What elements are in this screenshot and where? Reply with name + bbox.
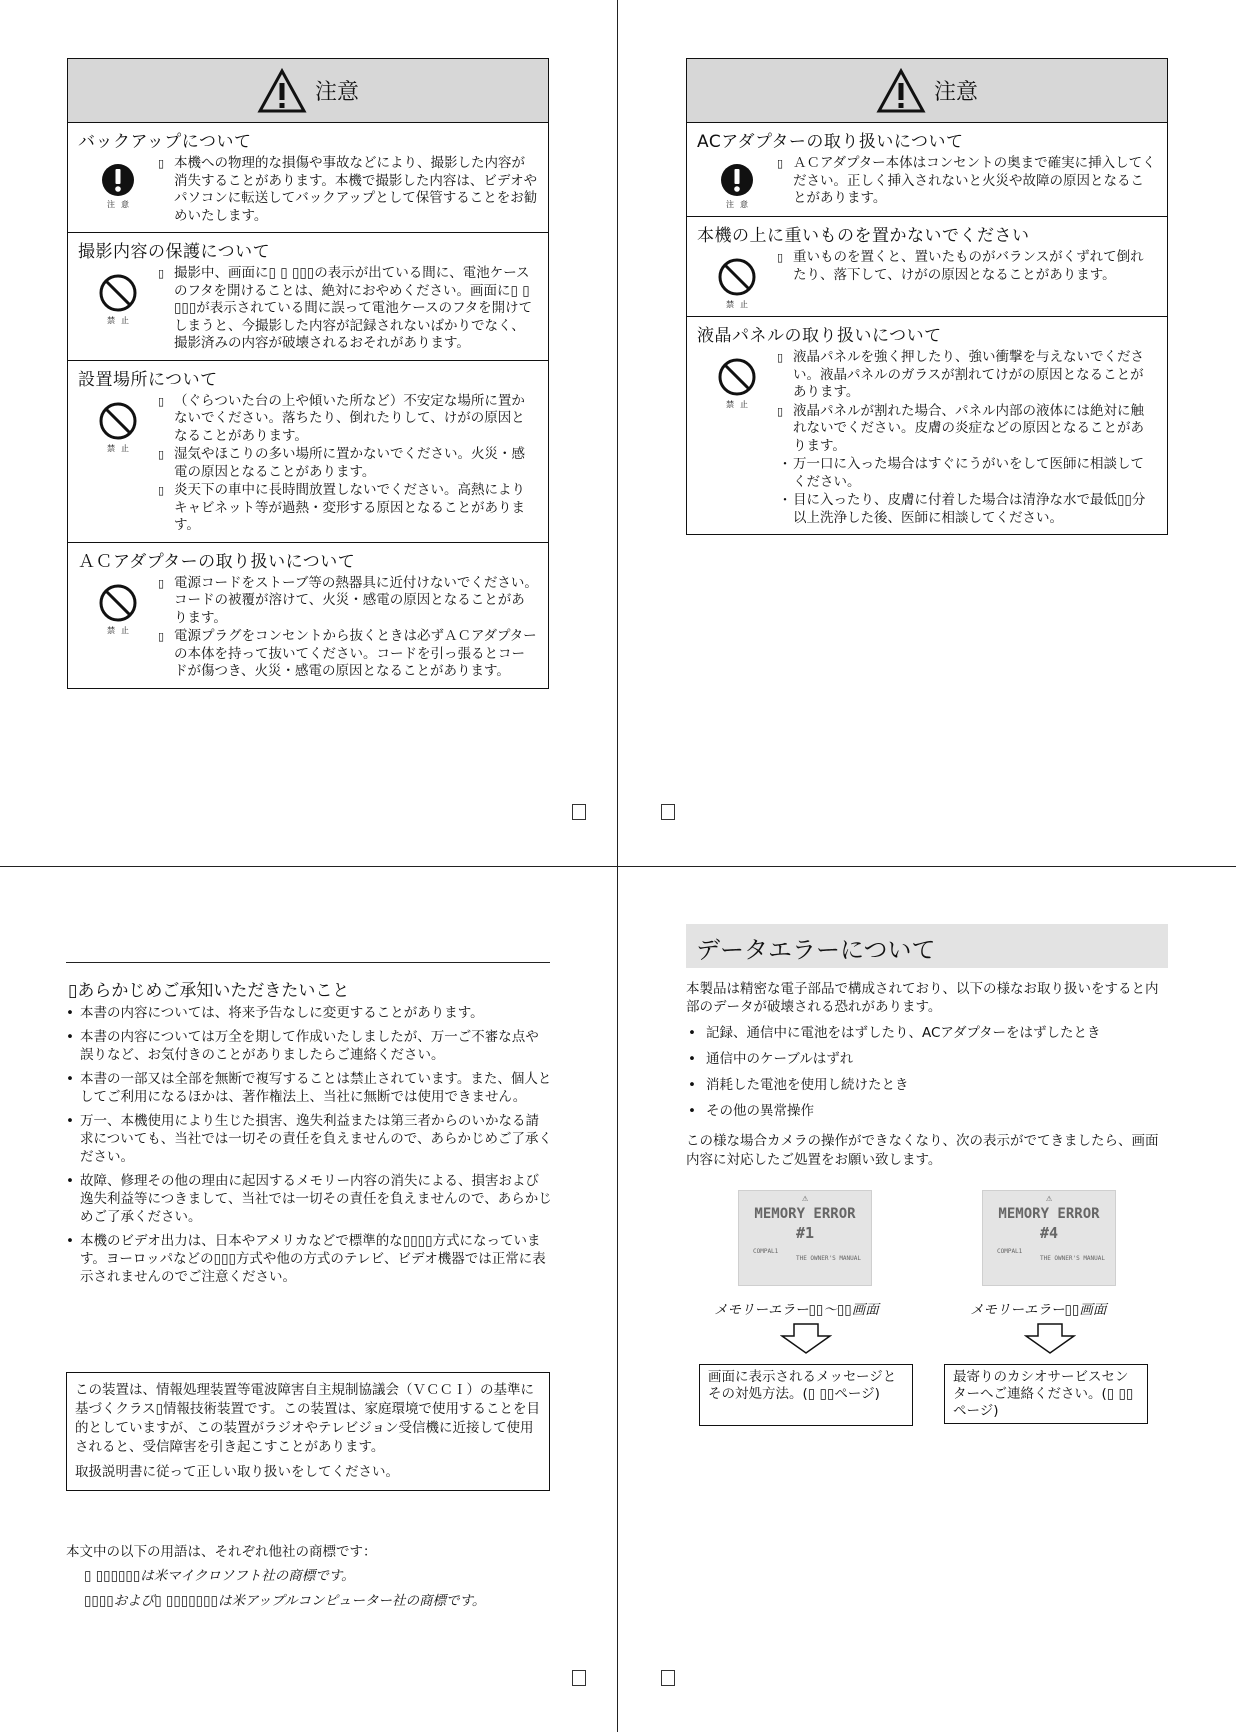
screen-line: COMPAL1 — [753, 1248, 779, 1255]
screen-line: #1 — [795, 1224, 815, 1242]
page-number-box — [572, 804, 586, 820]
trademark-line: ▯ ▯▯▯▯▯▯は米マイクロソフト社の商標です。 — [84, 1568, 355, 1584]
list-item — [158, 446, 538, 481]
item-text: 液晶パネルが割れた場合、パネル内部の液体には絶対に触れないでください。皮膚の炎症などの原因となることがあります。 — [793, 402, 1144, 454]
prohibition-icon — [78, 575, 158, 682]
horizontal-divider — [0, 866, 1236, 867]
icon-label: 注意 — [107, 200, 135, 209]
prohibition-icon — [78, 265, 158, 354]
icon-label: 禁止 — [726, 300, 754, 309]
item-text: 本機への物理的な損傷や事故などにより、撮影した内容が消失することがあります。本機で撮影した内容は、ビデオやパソコンに転送してバックアップとして保管することをお勧めいたします。 — [174, 155, 538, 224]
screen-line: MEMORY ERROR — [998, 1206, 1100, 1222]
warning-triangle-icon — [257, 68, 307, 114]
item-text: 万一口に入った場合はすぐにうがいをして医師に相談してください。 — [793, 456, 1144, 490]
section-title: ACアダプターの取り扱いについて — [697, 132, 964, 152]
screen-line: #4 — [1039, 1224, 1059, 1242]
list-item: • 故障、修理その他の理由に起因するメモリー内容の消失による、損害および逸失利益等につきまして、当社では一切その責任を負えませんので、あらかじめご了承ください。 — [66, 1173, 552, 1225]
screen-line: THE OWNER'S MANUAL — [1039, 1255, 1105, 1262]
caution-icon — [78, 155, 158, 226]
prohibition-icon — [697, 349, 777, 528]
item-text: 炎天下の車中に長時間放置しないでください。高熱によりキャビネット等が過熱・変形する原因となることがあります。 — [174, 482, 525, 533]
section-title: 本機の上に重いものを置かないでください — [697, 226, 1030, 246]
screen-line: THE OWNER'S MANUAL — [795, 1255, 861, 1262]
page-number-box — [661, 1670, 675, 1686]
caution-header — [68, 59, 548, 123]
section-ac-adapter-insert — [687, 123, 1167, 217]
list-item: • 本書の内容については万全を期して作成いたしましたが、万一ご不審な点や誤りなど、お気付きのことがありましたらご連絡ください。 — [66, 1028, 552, 1064]
item-text: 記録、通信中に電池をはずしたり、ACアダプターをはずしたとき — [706, 1025, 1101, 1041]
item-text: 目に入ったり、皮膚に付着した場合は清浄な水で最低▯▯分以上洗浄した後、医師に相談してください。 — [793, 492, 1146, 526]
list-item: • 消耗した電池を使用し続けたとき — [688, 1077, 909, 1093]
action-box: 最寄りのカシオサービスセンターへご連絡ください。(▯ ▯▯ページ) — [944, 1364, 1148, 1424]
list-item: • 本書の一部又は全部を無断で複写することは禁止されています。また、個人としてご利用になるほかは、著作権法上、当社に無断では使用できません。 — [66, 1071, 552, 1105]
list-item: • 本機のビデオ出力は、日本やアメリカなどで標準的な▯▯▯▯方式になっています。ヨーロッパなどの▯▯▯方式や他の方式のテレビ、ビデオ機器では正常に表示されませんのでご注意ください。 — [66, 1232, 552, 1286]
caution-header-label: 注意 — [933, 80, 978, 105]
icon-label: 注意 — [726, 200, 754, 209]
list-item — [158, 265, 538, 353]
item-text: 電源コードをストーブ等の熱器具に近付けないでください。コードの被覆が溶けて、火災・感電の原因となることがあります。 — [174, 574, 538, 626]
item-text: 万一、本機使用により生じた損害、逸失利益または第三者からのいかなる請求についても、当社では一切その責任を負えませんので、あらかじめご了承ください。 — [80, 1113, 552, 1165]
section-title: 撮影内容の保護について — [78, 242, 271, 262]
icon-label: 禁止 — [107, 443, 135, 453]
section-protect — [68, 233, 548, 361]
item-text: （ぐらついた台の上や傾いた所など）不安定な場所に置かないでください。落ちたり、倒れたりして、けがの原因となることがあります。 — [174, 392, 525, 444]
item-text: 本書の内容については、将来予告なしに変更することがあります。 — [80, 1005, 484, 1021]
page-number-box — [661, 804, 675, 820]
down-arrow-icon — [1024, 1323, 1076, 1355]
data-error-list — [686, 1024, 1170, 1128]
list-item — [777, 403, 1157, 456]
list-item: • その他の異常操作 — [688, 1103, 814, 1119]
item-marker: ▯ — [777, 404, 784, 418]
notice-list — [66, 1004, 552, 1292]
trademark-line: ▯▯▯▯および▯ ▯▯▯▯▯▯▯は米アップルコンピューター社の商標です。 — [84, 1593, 486, 1609]
item-marker: ・ — [778, 457, 792, 472]
screen-line: COMPAL1 — [997, 1248, 1023, 1255]
item-marker: ▯ — [777, 351, 784, 364]
item-marker: ▯ — [158, 394, 165, 408]
item-text: 故障、修理その他の理由に起因するメモリー内容の消失による、損害および逸失利益等につきまして、当社では一切その責任を負えませんので、あらかじめご了承ください。 — [80, 1173, 552, 1225]
item-marker: ・ — [778, 493, 792, 508]
list-item — [158, 482, 538, 535]
list-item: • 万一、本機使用により生じた損害、逸失利益または第三者からのいかなる請求についても、当社では一切その責任を負えませんので、あらかじめご了承ください。 — [66, 1113, 552, 1165]
list-item — [777, 456, 1157, 491]
item-marker: ▯ — [158, 448, 165, 461]
section-rule — [66, 962, 550, 963]
error-screen-image — [738, 1190, 872, 1286]
item-text: その他の異常操作 — [706, 1103, 814, 1119]
data-error-intro: 本製品は精密な電子部品で構成されており、以下の様なお取り扱いをすると内部のデータが破壊される恐れがあります。 — [686, 981, 1159, 1015]
list-item — [777, 249, 1157, 284]
list-item — [777, 349, 1157, 402]
section-location — [68, 361, 548, 543]
caution-box-page2 — [686, 58, 1168, 535]
notice-title: ▯あらかじめご承知いただきたいこと — [68, 981, 350, 1001]
item-marker: ▯ — [158, 484, 165, 497]
section-title: 設置場所について — [78, 369, 218, 390]
item-marker: ▯ — [158, 576, 165, 590]
item-marker: ▯ — [777, 251, 784, 264]
item-text: 本機のビデオ出力は、日本やアメリカなどで標準的な▯▯▯▯方式になっています。ヨーロッパなどの▯▯▯方式や他の方式のテレビ、ビデオ機器では正常に表示されませんのでご注意ください。 — [80, 1233, 546, 1285]
list-item: • 本書の内容については、将来予告なしに変更することがあります。 — [66, 1005, 484, 1021]
caution-header-label: 注意 — [314, 80, 359, 105]
data-error-paragraph: この様な場合カメラの操作ができなくなり、次の表示がでてきましたら、画面内容に対応したご処置をお願い致します。 — [686, 1133, 1159, 1168]
vcci-notice-box — [66, 1372, 550, 1491]
screen-caption: メモリーエラー▯▯画面 — [970, 1302, 1107, 1318]
warning-triangle-icon — [876, 68, 926, 114]
item-text: 電源プラグをコンセントから抜くときは必ずＡＣアダプターの本体を持って抜いてください。コードを引っ張るとコードが傷つき、火災・感電の原因となることがあります。 — [174, 628, 537, 679]
vcci-text: この装置は、情報処理装置等電波障害自主規制協議会（ＶＣＣＩ）の基準に基づくクラス▯情報技術装置です。この装置は、家庭環境で使用することを目的としていますが、この装置がラジオやテレビジョン受信機に近接して使用されると、受信障害を引き起こすことがあります。 — [75, 1382, 540, 1455]
item-text: 重いものを置くと、置いたものがバランスがくずれて倒れたり、落下して、けがの原因となることがあります。 — [793, 249, 1144, 283]
caution-icon — [697, 155, 777, 210]
section-heavy-objects — [687, 217, 1167, 317]
action-box: 画面に表示されるメッセージとその対処方法。(▯ ▯▯ページ) — [699, 1364, 913, 1426]
item-marker: ▯ — [158, 157, 165, 170]
item-text: 通信中のケーブルはずれ — [706, 1051, 854, 1067]
icon-label: 禁止 — [107, 625, 135, 635]
item-text: 本書の一部又は全部を無断で複写することは禁止されています。また、個人としてご利用になるほかは、著作権法上、当社に無断では使用できません。 — [80, 1071, 552, 1105]
section-lcd-panel — [687, 317, 1167, 534]
section-backup — [68, 123, 548, 233]
item-marker: ▯ — [158, 267, 165, 280]
list-item: • 記録、通信中に電池をはずしたり、ACアダプターをはずしたとき — [688, 1025, 1101, 1041]
vcci-note: 取扱説明書に従って正しい取り扱いをしてください。 — [75, 1464, 399, 1480]
list-item: • 通信中のケーブルはずれ — [688, 1051, 854, 1067]
warning-triangle-icon: ⚠ — [801, 1193, 809, 1204]
section-title: ＡＣアダプターの取り扱いについて — [78, 551, 356, 572]
screen-line: MEMORY ERROR — [754, 1206, 856, 1222]
list-item — [158, 628, 538, 681]
icon-label: 禁止 — [107, 316, 135, 325]
item-text: 湿気やほこりの多い場所に置かないでください。火災・感電の原因となることがあります。 — [174, 446, 525, 480]
down-arrow-icon — [780, 1323, 832, 1355]
trademark-intro: 本文中の以下の用語は、それぞれ他社の商標です： — [66, 1544, 377, 1560]
item-marker: ▯ — [777, 157, 784, 170]
section-ac-adapter — [68, 543, 548, 688]
item-text: 本書の内容については万全を期して作成いたしましたが、万一ご不審な点や誤りなど、お気付きのことがありましたらご連絡ください。 — [80, 1029, 539, 1063]
item-text: 撮影中、画面に▯ ▯ ▯▯▯の表示が出ている間に、電池ケースのフタを開けることは、絶対におやめください。画面に▯ ▯ ▯▯▯が表示されている間に誤って電池ケースのフタを開けてしまうと、今撮影した内容が記録されないばかりでなく、撮影済みの内容が破壊されるおそれがあります。 — [174, 265, 533, 351]
section-title: バックアップについて — [78, 132, 252, 152]
list-item — [777, 155, 1157, 208]
list-item — [158, 575, 538, 628]
section-title: 液晶パネルの取り扱いについて — [697, 326, 942, 346]
icon-label: 禁止 — [726, 400, 754, 409]
item-text: 液晶パネルを強く押したり、強い衝撃を与えないでください。液晶パネルのガラスが割れてけがの原因となることがあります。 — [793, 349, 1144, 400]
page-number-box — [572, 1670, 586, 1686]
list-item — [777, 492, 1157, 527]
error-screen-image — [982, 1190, 1116, 1286]
item-text: 消耗した電池を使用し続けたとき — [706, 1077, 909, 1093]
caution-box-page1 — [67, 58, 549, 689]
caution-header — [687, 59, 1167, 123]
screen-caption: メモリーエラー▯▯〜▯▯画面 — [714, 1302, 879, 1318]
item-marker: ▯ — [158, 630, 165, 643]
data-error-title: データエラーについて — [686, 924, 1168, 968]
list-item — [158, 155, 538, 225]
prohibition-icon — [697, 249, 777, 310]
list-item — [158, 393, 538, 446]
warning-triangle-icon: ⚠ — [1045, 1193, 1053, 1204]
item-text: ＡＣアダプター本体はコンセントの奥まで確実に挿入してください。正しく挿入されないと火災や故障の原因となることがあります。 — [793, 155, 1156, 206]
prohibition-icon — [78, 393, 158, 536]
